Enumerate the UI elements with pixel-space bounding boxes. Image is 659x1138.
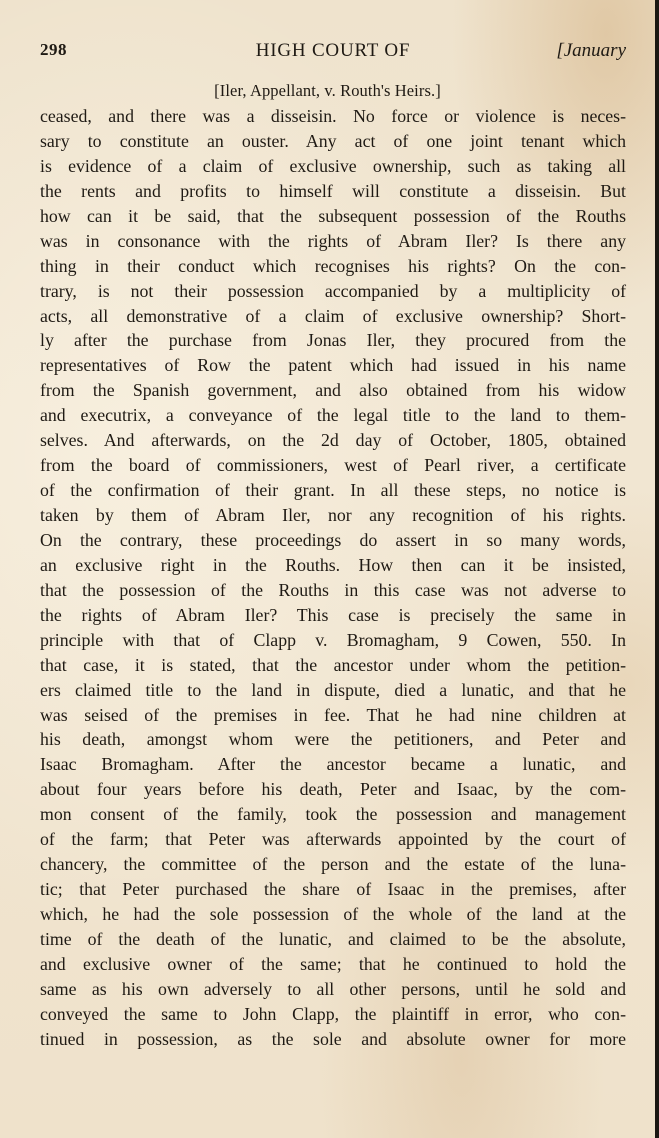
- text-line: taken by them of Abram Iler, nor any recognition of his rights.: [40, 505, 626, 525]
- text-line: the rents and profits to himself will constitute a disseisin. But: [40, 180, 626, 201]
- text-line: the rights of Abram Iler? This case is precisely the same in: [40, 604, 626, 625]
- text-line: was seised of the premises in fee. That he had nine children at: [40, 704, 626, 725]
- text-line: was in consonance with the rights of Abram Iler? Is there any: [40, 230, 626, 251]
- text-line: conveyed the same to John Clapp, the plaintiff in error, who con-: [40, 1003, 626, 1024]
- text-line: sary to constitute an ouster. Any act of one joint tenant which: [40, 130, 626, 151]
- text-line: and exclusive owner of the same; that he continued to hold the: [40, 953, 626, 974]
- text-line: chancery, the committee of the person and the estate of the luna-: [40, 854, 626, 875]
- text-line: and executrix, a conveyance of the legal title to the land to them-: [40, 405, 626, 426]
- text-line: about four years before his death, Peter and Isaac, by the com-: [40, 779, 626, 800]
- text-line: ceased, and there was a disseisin. No force or violence is neces-: [40, 106, 626, 126]
- text-line: from the board of commissioners, west of Pearl river, a certificate: [40, 455, 626, 476]
- text-line: Isaac Bromagham. After the ancestor became a lunatic, and: [40, 754, 626, 775]
- text-line: same as his own adversely to all other persons, until he sold and: [40, 978, 626, 999]
- text-line: of the farm; that Peter was afterwards appointed by the court of: [40, 829, 626, 850]
- text-line: tinued in possession, as the sole and absolute owner for more: [40, 1028, 626, 1049]
- text-line: representatives of Row the patent which had issued in his name: [40, 355, 626, 376]
- text-line: that case, it is stated, that the ancestor under whom the petition-: [40, 654, 626, 675]
- text-line: how can it be said, that the subsequent possession of the Rouths: [40, 205, 626, 226]
- text-line: selves. And afterwards, on the 2d day of October, 1805, obtained: [40, 430, 626, 451]
- text-line: that the possession of the Rouths in this case was not adverse to: [40, 579, 626, 600]
- page-edge-shadow: [655, 0, 659, 1138]
- text-line: from the Spanish government, and also obtained from his widow: [40, 380, 626, 401]
- text-line: trary, is not their possession accompanied by a multiplicity of: [40, 280, 626, 301]
- text-line: principle with that of Clapp v. Bromagham, 9 Cowen, 550. In: [40, 629, 626, 650]
- text-line: his death, amongst whom were the petitioners, and Peter and: [40, 729, 626, 750]
- text-line: thing in their conduct which recognises his rights? On the con-: [40, 255, 626, 276]
- text-line: which, he had the sole possession of the whole of the land at the: [40, 904, 626, 924]
- running-head-date: [January: [556, 40, 626, 61]
- text-line: is evidence of a claim of exclusive ownership, such as taking all: [40, 155, 626, 176]
- text-line: mon consent of the family, took the possession and management: [40, 804, 626, 825]
- running-head-title: HIGH COURT OF: [255, 40, 411, 61]
- text-line: ers claimed title to the land in dispute, died a lunatic, and that he: [40, 679, 626, 700]
- running-head: [40, 40, 626, 66]
- page-number: 298: [40, 40, 67, 59]
- text-line: On the contrary, these proceedings do assert in so many words,: [40, 529, 626, 550]
- body-text: [40, 104, 626, 1052]
- text-line: time of the death of the lunatic, and claimed to be the absolute,: [40, 928, 626, 949]
- case-caption: [Iler, Appellant, v. Routh's Heirs.]: [214, 81, 441, 100]
- text-line: tic; that Peter purchased the share of Isaac in the premises, after: [40, 879, 626, 900]
- text-line: acts, all demonstrative of a claim of exclusive ownership? Short-: [40, 305, 626, 326]
- text-line: ly after the purchase from Jonas Iler, they procured from the: [40, 330, 626, 351]
- text-line: of the confirmation of their grant. In all these steps, no notice is: [40, 480, 626, 501]
- text-line: an exclusive right in the Rouths. How then can it be insisted,: [40, 554, 626, 575]
